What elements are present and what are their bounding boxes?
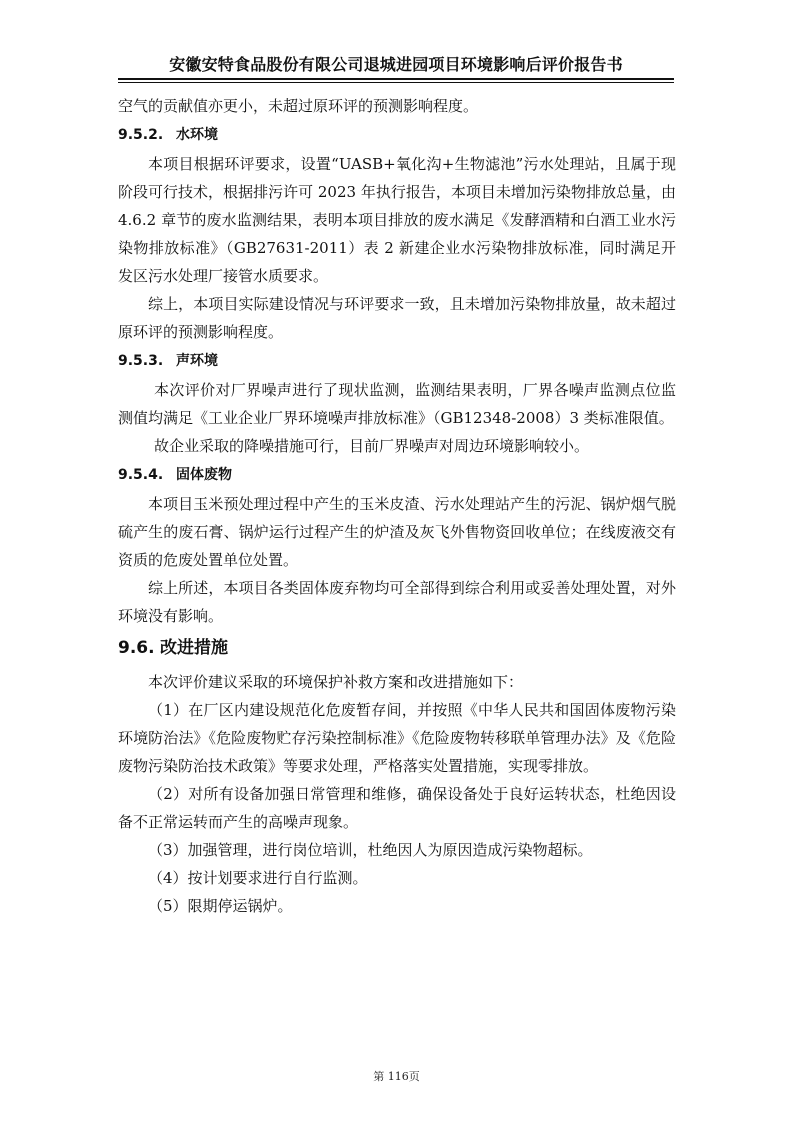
paragraph: 综上所述，本项目各类固体废弃物均可全部得到综合利用或妥善处理处置，对外环境没有影响。 [118,579,676,625]
paragraph: 本次评价对厂界噪声进行了现状监测，监测结果表明，厂界各噪声监测点位监测值均满足《工业企业厂界环境噪声排放标准》（GB12348-2008）3 类标准限值。 [118,381,676,427]
continued-paragraph: 空气的贡献值亦更小，未超过原环评的预测影响程度。 [118,97,479,115]
paragraph: 本次评价建议采取的环境保护补救方案和改进措施如下： [148,673,524,691]
section-title: 声环境 [176,353,218,369]
section-number: 9.5.4. [118,467,164,483]
section-number: 9.5.3. [118,353,164,369]
paragraph: 本项目根据环评要求，设置“UASB+氧化沟+生物滤池”污水处理站，且属于现阶段可行技术，根据排污许可 2023 年执行报告，本项目未增加污染物排放总量，由 4.6.2 章节的废水监测结果，表明本项目排放的废水满足《发酵酒精和白酒工业水污染物排放标准》（GB27631-2011）表 2 新建企业水污染物排放标准，同时满足开发区污水处理厂接管水质要求。 [118,155,676,285]
section-heading-9-5-3 [118,346,676,376]
header-rule-thick [118,78,674,80]
section-title: 改进措施 [160,638,228,658]
document-header-title: 安徽安特食品股份有限公司退城进园项目环境影响后评价报告书 [169,55,623,74]
paragraph: 本项目玉米预处理过程中产生的玉米皮渣、污水处理站产生的污泥、锅炉烟气脱硫产生的废石膏、锅炉运行过程产生的炉渣及灰飞外售物资回收单位；在线废液交有资质的危废处置单位处置。 [118,495,676,569]
list-item: （1）在厂区内建设规范化危废暂存间，并按照《中华人民共和国固体废物污染环境防治法》《危险废物贮存污染控制标准》《危险废物转移联单管理办法》及《危险废物污染防治技术政策》等要求处理，严格落实处置措施，实现零排放。 [118,701,676,775]
list-item: （3）加强管理，进行岗位培训，杜绝因人为原因造成污染物超标。 [148,841,593,859]
section-title: 水环境 [176,127,218,143]
paragraph: 综上，本项目实际建设情况与环评要求一致，且未增加污染物排放量，故未超过原环评的预测影响程度。 [118,295,676,341]
page-body [118,92,676,920]
section-heading-9-5-2 [118,120,676,150]
section-number: 9.5.2. [118,127,164,143]
list-item: （2）对所有设备加强日常管理和维修，确保设备处于良好运转状态，杜绝因设备不正常运转而产生的高噪声现象。 [118,785,676,831]
list-item: （4）按计划要求进行自行监测。 [148,869,368,887]
header-rule-thin [118,82,674,83]
list-item: （5）限期停运锅炉。 [148,897,293,915]
page-number: 第 116页 [373,1070,420,1083]
section-title: 固体废物 [176,467,232,483]
section-heading-9-5-4 [118,460,676,490]
paragraph: 故企业采取的降噪措施可行，目前厂界噪声对周边环境影响较小。 [154,437,590,455]
section-heading-9-6 [118,632,676,664]
section-number: 9.6. [118,638,155,658]
